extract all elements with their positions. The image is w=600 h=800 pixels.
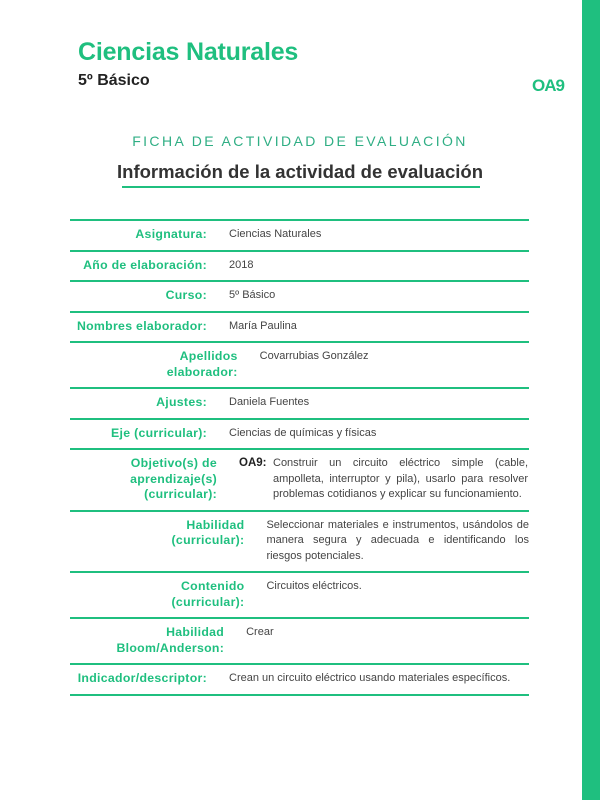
side-accent-bar — [582, 0, 600, 800]
grade-label: 5º Básico — [78, 72, 150, 89]
row-learning-objective — [70, 450, 529, 512]
row-value: Crear — [246, 626, 274, 638]
row-value: 5º Básico — [229, 289, 276, 301]
row-label: Objetivo(s) de aprendizaje(s) (curricular): — [130, 456, 217, 501]
section-heading: Información de la actividad de evaluación — [117, 161, 483, 182]
row-value: Ciencias de químicas y físicas — [229, 426, 377, 439]
row-label: Apellidos elaborador: — [166, 349, 238, 379]
row-label: Año de elaboración: — [83, 257, 207, 272]
row-adjustments — [70, 389, 529, 420]
row-author-names — [70, 313, 529, 344]
row-value: Daniela Fuentes — [229, 396, 310, 408]
row-label: Nombres elaborador: — [76, 318, 207, 333]
row-label: Ajustes: — [156, 395, 207, 409]
row-label: Habilidad (curricular): — [171, 517, 245, 547]
row-indicator — [70, 665, 529, 696]
row-bloom-skill — [70, 619, 529, 665]
row-value: Covarrubias González — [259, 350, 369, 362]
row-label: Indicador/descriptor: — [77, 671, 207, 685]
row-value: Seleccionar materiales e instrumentos, usándolos de manera segura y adecuada e identificando los riesgos potenciales. — [266, 518, 529, 562]
info-table — [70, 219, 529, 696]
row-axis — [70, 420, 529, 451]
row-value: Crean un circuito eléctrico usando materiales específicos. — [229, 672, 511, 684]
row-label: Contenido (curricular): — [171, 579, 245, 609]
heading-underline — [122, 186, 480, 188]
row-subject — [70, 221, 529, 252]
row-author-surnames — [70, 343, 529, 389]
row-value — [239, 456, 528, 503]
objective-tag: OA9: — [239, 457, 267, 469]
objective-code: OA9 — [532, 76, 564, 95]
row-label: Asignatura: — [135, 227, 207, 241]
row-skill — [70, 512, 529, 574]
row-label: Curso: — [165, 288, 207, 302]
row-value: María Paulina — [229, 319, 297, 332]
row-value: 2018 — [229, 258, 254, 271]
row-content — [70, 573, 529, 619]
row-course — [70, 282, 529, 313]
row-value: Circuitos eléctricos. — [266, 580, 362, 592]
sheet-kicker: FICHA DE ACTIVIDAD DE EVALUACIÓN — [132, 133, 468, 149]
row-value: Ciencias Naturales — [229, 228, 322, 240]
row-label: Habilidad Bloom/Anderson: — [116, 625, 225, 655]
row-year — [70, 252, 529, 283]
row-label: Eje (curricular): — [111, 425, 207, 440]
objective-text: Construir un circuito eléctrico simple (cable, ampolleta, interruptor y pila), usarlo para resolver problemas cotidianos y explicar su funcionamiento. — [273, 457, 528, 500]
subject-title: Ciencias Naturales — [78, 38, 299, 66]
